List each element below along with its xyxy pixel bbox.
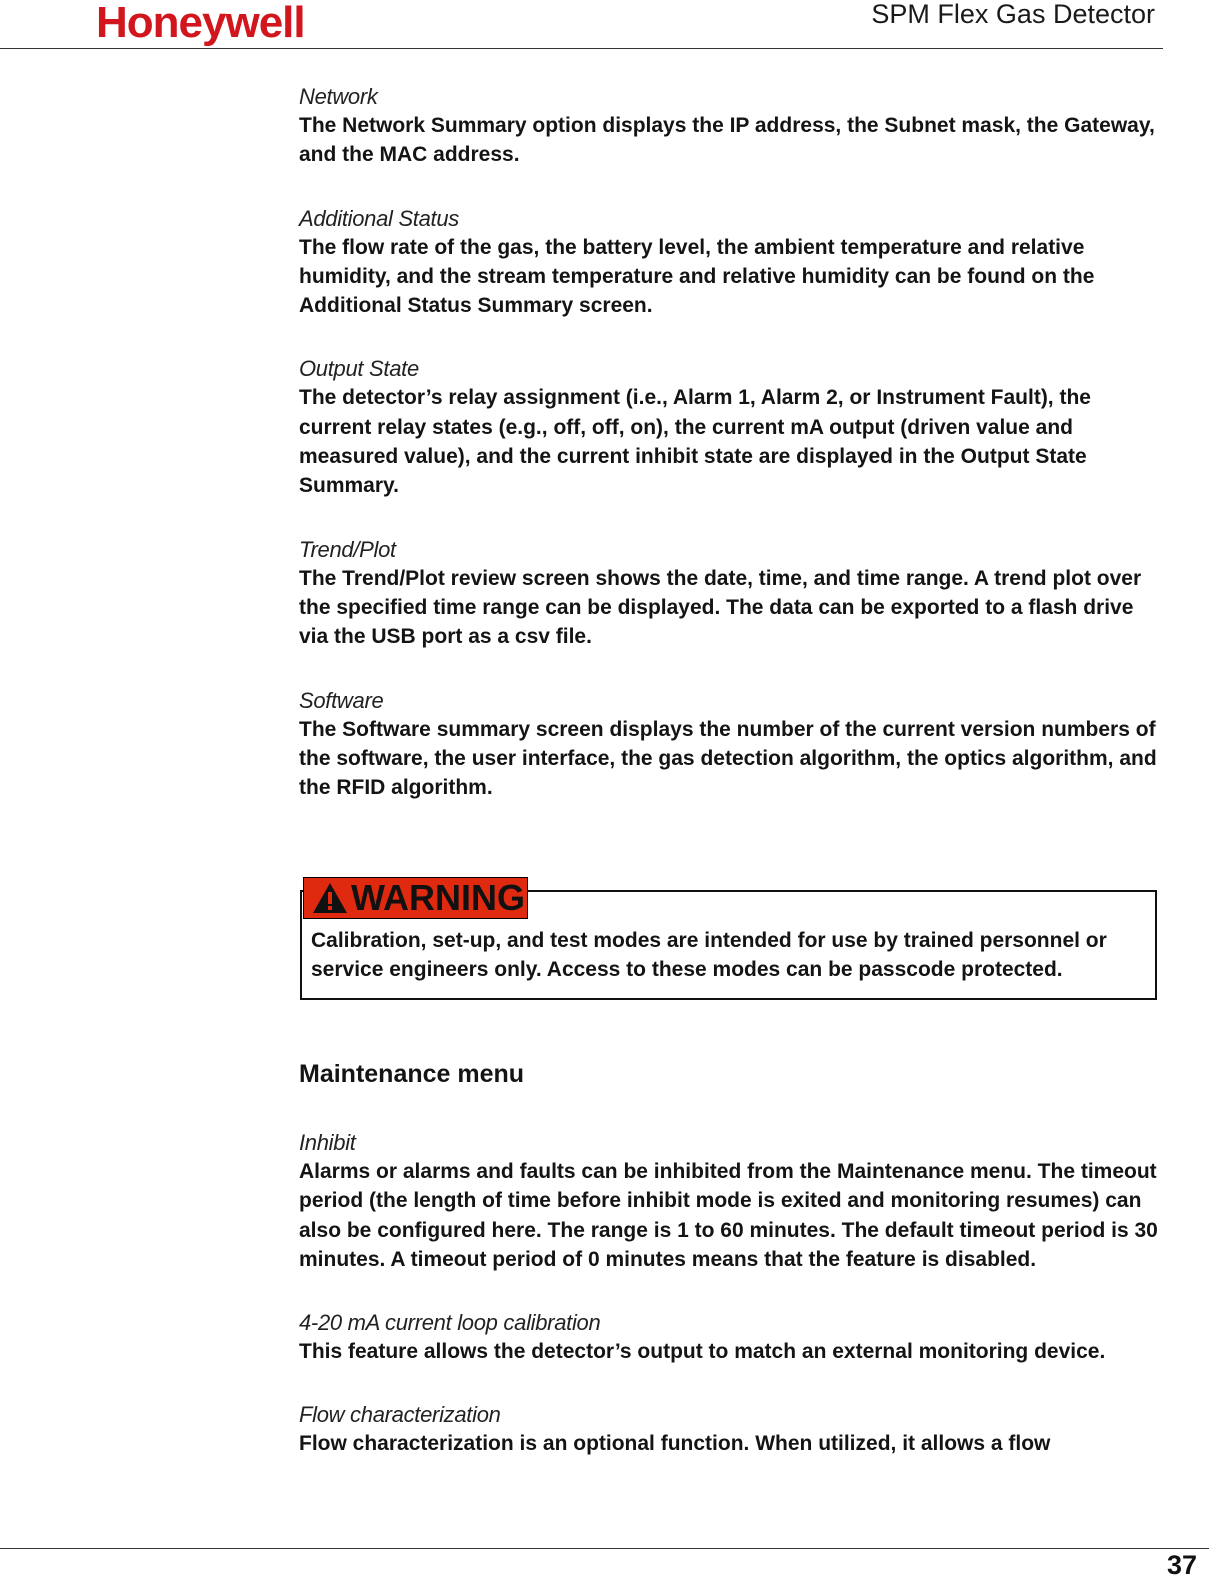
section-heading: Software — [299, 687, 384, 713]
document-title: SPM Flex Gas Detector — [871, 0, 1155, 29]
section-body: This feature allows the detector’s output to match an external monitoring device. — [299, 1340, 1106, 1364]
maintenance-sections — [299, 1128, 1159, 1493]
section-heading: Flow characterization — [299, 1402, 501, 1428]
section-body: The Trend/Plot review screen shows the date, time, and time range. A trend plot over the specified time range can be displayed. The data can be exported to a flash drive via the USB port as a csv file. — [299, 566, 1142, 649]
warning-badge — [303, 877, 528, 919]
section-body: The Network Summary option displays the IP address, the Subnet mask, the Gateway, and the MAC address. — [299, 114, 1155, 167]
section-heading: 4-20 mA current loop calibration — [299, 1310, 601, 1336]
section-body: The detector’s relay assignment (i.e., Alarm 1, Alarm 2, or Instrument Fault), the current relay states (e.g., off, off, on), the current mA output (driven value and measured value), and the current inhibit state are displayed in the Output State Summary. — [299, 386, 1091, 498]
summary-sections — [299, 82, 1159, 836]
section-inhibit — [299, 1128, 1159, 1274]
section-network — [299, 82, 1159, 170]
section-trend-plot — [299, 535, 1159, 652]
maintenance-menu-heading: Maintenance menu — [299, 1060, 525, 1088]
section-flow-characterization — [299, 1400, 1159, 1458]
header-divider — [0, 48, 1163, 49]
section-body: Alarms or alarms and faults can be inhibited from the Maintenance menu. The timeout period (the length of time before inhibit mode is exited and monitoring resumes) can also be configured here. The range is 1 to 60 minutes. The default timeout period is 30 minutes. A timeout period of 0 minutes means that the feature is disabled. — [299, 1160, 1158, 1271]
section-current-loop-calibration — [299, 1308, 1159, 1366]
section-heading: Network — [299, 84, 378, 109]
section-body: The Software summary screen displays the number of the current version numbers of the software, the user interface, the gas detection algorithm, the optics algorithm, and the RFID algorithm. — [299, 717, 1157, 800]
warning-triangle-icon — [311, 881, 349, 915]
section-heading: Inhibit — [299, 1130, 356, 1155]
honeywell-logo: Honeywell — [96, 0, 305, 47]
section-software — [299, 686, 1159, 803]
footer-divider — [0, 1548, 1209, 1549]
warning-label: WARNING — [351, 877, 525, 918]
section-heading: Additional Status — [299, 205, 460, 231]
page-number: 37 — [1166, 1550, 1197, 1580]
warning-text: Calibration, set-up, and test modes are intended for use by trained personnel or service engineers only. Access to these modes can be passcode protected. — [311, 929, 1107, 982]
section-heading: Trend/Plot — [299, 536, 396, 562]
section-additional-status — [299, 204, 1159, 321]
section-body: Flow characterization is an optional function. When utilized, it allows a flow — [299, 1432, 1051, 1456]
section-output-state — [299, 354, 1159, 500]
section-heading: Output State — [299, 356, 419, 382]
section-body: The flow rate of the gas, the battery level, the ambient temperature and relative humidity, and the stream temperature and relative humidity can be found on the Additional Status Summary screen. — [299, 235, 1095, 318]
